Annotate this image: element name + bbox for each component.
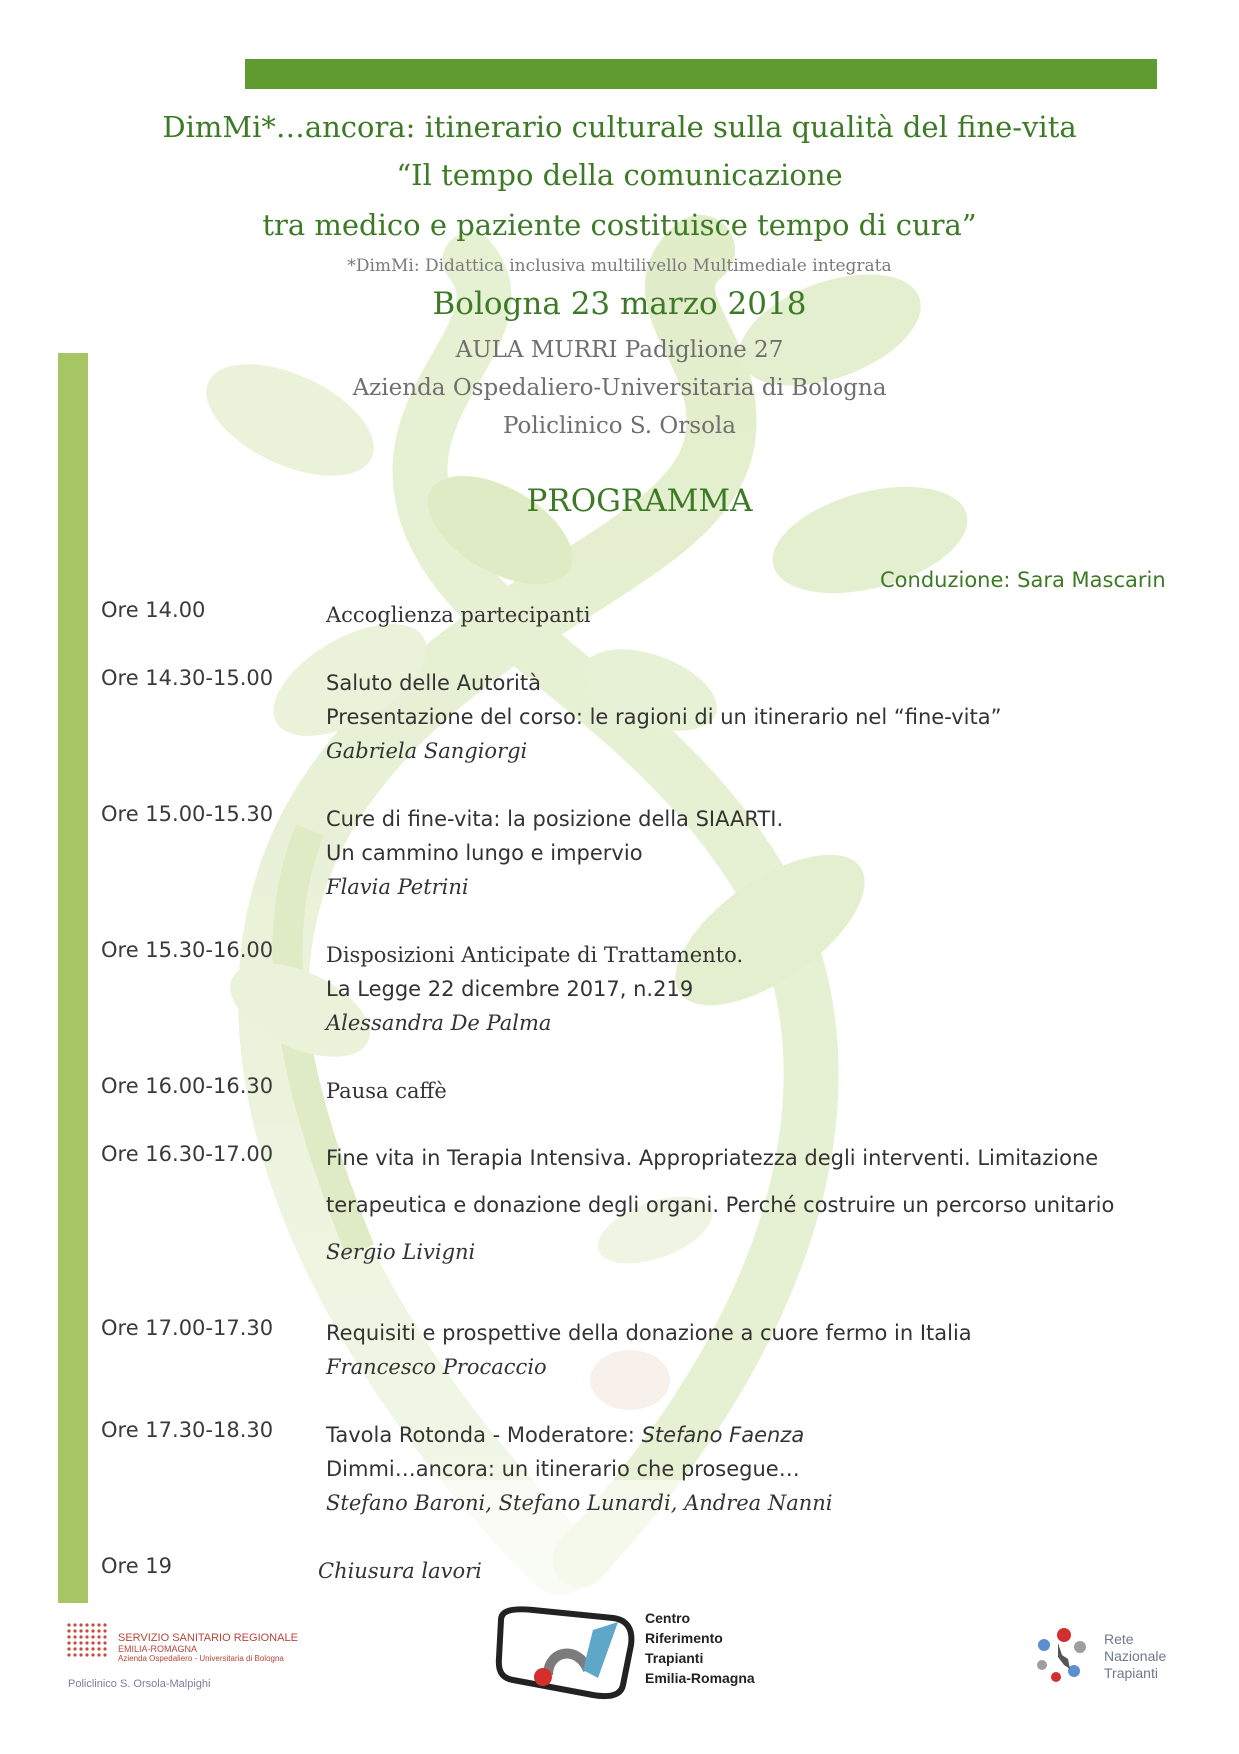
schedule-item-subtitle: Dimmi…ancora: un itinerario che prosegue…: [326, 1457, 800, 1481]
schedule-time: Ore 17.30-18.30: [101, 1418, 274, 1442]
rnt-line: Nazionale: [1104, 1648, 1167, 1664]
schedule-time: Ore 17.00-17.30: [101, 1316, 274, 1340]
ssr-policlinico: Policlinico S. Orsola-Malpighi: [68, 1678, 211, 1690]
rnt-italy-network-icon: [1030, 1625, 1100, 1685]
top-decorative-bar: [245, 59, 1157, 89]
ssr-region: EMILIA-ROMAGNA: [118, 1644, 198, 1654]
schedule-item-subtitle: terapeutica e donazione degli organi. Perché costruire un percorso unitario: [326, 1193, 1115, 1217]
ssr-name: SERVIZIO SANITARIO REGIONALE: [118, 1632, 298, 1644]
schedule-time: Ore 14.30-15.00: [101, 666, 274, 690]
rnt-logo: [1030, 1625, 1180, 1695]
venue-policlinico: Policlinico S. Orsola: [502, 413, 737, 439]
schedule-item-title: Saluto delle Autorità: [326, 671, 541, 695]
crt-name: [645, 1608, 755, 1688]
ssr-azienda: Azienda Ospedaliero - Universitaria di Bologna: [118, 1654, 284, 1663]
schedule-speaker: Gabriela Sangiorgi: [326, 739, 528, 763]
schedule-time: Ore 14.00: [101, 598, 206, 622]
schedule-item-title: Pausa caffè: [326, 1079, 447, 1103]
crt-line: Emilia-Romagna: [645, 1670, 755, 1686]
section-title-programma: PROGRAMMA: [526, 483, 753, 519]
schedule-item-title: Cure di fine-vita: la posizione della SIAARTI.: [326, 807, 784, 831]
crt-line: Centro: [645, 1610, 691, 1626]
left-decorative-bar: [58, 353, 88, 1603]
crt-line: Riferimento: [645, 1630, 723, 1646]
event-title-line1: DimMi*…ancora: itinerario culturale sulla qualità del fine-vita: [162, 110, 1077, 144]
schedule-speaker: Flavia Petrini: [326, 875, 469, 899]
schedule-item-title: Fine vita in Terapia Intensiva. Appropriatezza degli interventi. Limitazione: [326, 1146, 1099, 1170]
event-title-line2: “Il tempo della comunicazione: [396, 158, 843, 192]
schedule-time: Ore 15.00-15.30: [101, 802, 274, 826]
crt-logo: [493, 1600, 783, 1710]
event-title-line3: tra medico e paziente costituisce tempo di cura”: [262, 208, 977, 242]
round-table-moderator: Stefano Faenza: [641, 1423, 805, 1447]
schedule-item-subtitle: Presentazione del corso: le ragioni di un itinerario nel “fine-vita”: [326, 705, 1002, 729]
venue-room: AULA MURRI Padiglione 27: [455, 337, 784, 363]
crt-line: Trapianti: [645, 1650, 704, 1666]
rnt-name: [1104, 1631, 1166, 1682]
schedule-item-subtitle: La Legge 22 dicembre 2017, n.219: [326, 977, 694, 1001]
schedule-time: Ore 16.00-16.30: [101, 1074, 274, 1098]
moderator-credit: Conduzione: Sara Mascarin: [880, 568, 1166, 592]
ssr-dot-grid-icon: [66, 1622, 112, 1662]
rnt-line: Trapianti: [1104, 1665, 1158, 1681]
schedule-item-title: Chiusura lavori: [318, 1559, 482, 1583]
schedule-item-subtitle: Un cammino lungo e impervio: [326, 841, 643, 865]
schedule-item-title: Disposizioni Anticipate di Trattamento.: [326, 943, 744, 967]
schedule-speaker: Sergio Livigni: [326, 1240, 476, 1264]
event-date: Bologna 23 marzo 2018: [432, 286, 807, 322]
schedule-item-title: Requisiti e prospettive della donazione a cuore fermo in Italia: [326, 1321, 972, 1345]
schedule-speaker: Francesco Procaccio: [326, 1355, 547, 1379]
round-table-line: [326, 1418, 1156, 1452]
venue-hospital: Azienda Ospedaliero-Universitaria di Bologna: [352, 375, 887, 401]
schedule-speaker: Stefano Baroni, Stefano Lunardi, Andrea Nanni: [326, 1491, 833, 1515]
crt-emblem-icon: [493, 1600, 643, 1700]
acronym-footnote: *DimMi: Didattica inclusiva multilivello Multimediale integrata: [347, 256, 892, 276]
round-table-prefix: Tavola Rotonda - Moderatore:: [326, 1423, 642, 1447]
rnt-line: Rete: [1104, 1631, 1134, 1647]
ssr-logo: [66, 1618, 326, 1693]
schedule-speaker: Alessandra De Palma: [326, 1011, 552, 1035]
schedule-time: Ore 19: [101, 1554, 173, 1578]
schedule-time: Ore 15.30-16.00: [101, 938, 274, 962]
schedule-time: Ore 16.30-17.00: [101, 1142, 274, 1166]
schedule-item-title: Accoglienza partecipanti: [326, 603, 591, 627]
